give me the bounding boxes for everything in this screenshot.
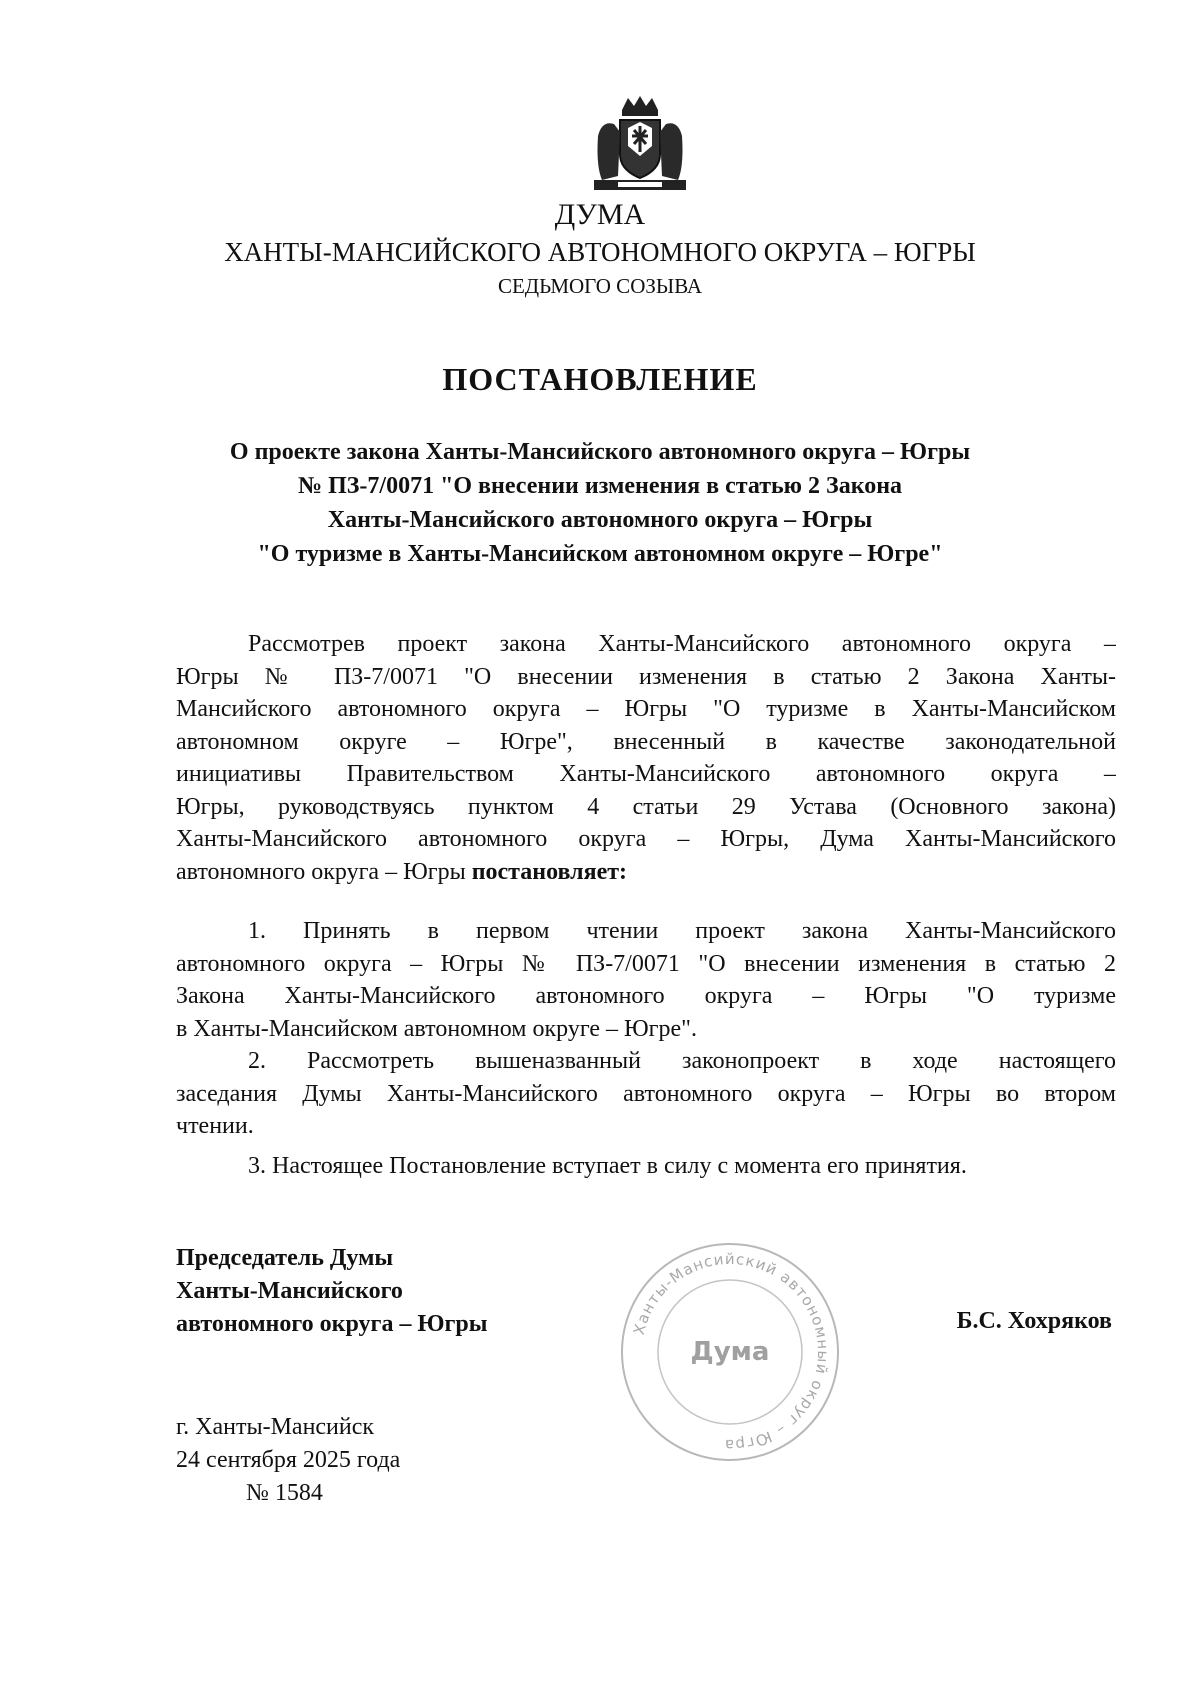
subject-line: "О туризме в Ханты-Мансийском автономном округе – Югре" [257, 541, 943, 567]
item-1-line: автономного округа – Югры № ПЗ-7/0071 "О внесении изменения в статью 2 [176, 950, 1116, 977]
document-type-title: ПОСТАНОВЛЕНИЕ [442, 361, 758, 397]
document-date: 24 сентября 2025 года [176, 1447, 401, 1473]
signatory-title-line: Председатель Думы [176, 1245, 394, 1271]
item-2-line: 2. Рассмотреть вышеназванный законопроект в ходе настоящего [248, 1048, 1116, 1074]
seal-ring-text: Ханты-Мансийский автономный округ – Югра [629, 1249, 833, 1455]
intro-line: Ханты-Мансийского автономного округа – Югры, Дума Ханты-Мансийского [176, 826, 1116, 852]
subject-line: О проекте закона Ханты-Мансийского автономного округа – Югры [229, 439, 971, 465]
signatory-title-line: автономного округа – Югры [176, 1311, 488, 1337]
org-name: ДУМА [554, 198, 646, 231]
resolution-item-3 [176, 1150, 1116, 1183]
subject-line: № ПЗ-7/0071 "О внесении изменения в статью 2 Закона [297, 473, 903, 499]
official-seal [618, 1240, 842, 1464]
place-date-number [176, 1411, 400, 1510]
intro-line-text: автономного округа – Югры [176, 858, 472, 885]
item-1-line: Закона Ханты-Мансийского автономного округа – Югры "О туризме [176, 983, 1116, 1009]
coat-of-arms-icon [588, 96, 692, 196]
resolution-items [176, 915, 1116, 1143]
document-subject [0, 435, 1200, 571]
subject-line: Ханты-Мансийского автономного округа – Югры [327, 507, 873, 533]
item-1-line: в Ханты-Мансийском автономном округе – Югре". [176, 1015, 697, 1042]
seal-center-text: Дума [690, 1337, 770, 1367]
intro-line: Югры, руководствуясь пунктом 4 статьи 29 Устава (Основного закона) [176, 793, 1116, 820]
intro-paragraph [176, 628, 1116, 888]
intro-line: Югры № ПЗ-7/0071 "О внесении изменения в статью 2 Закона Ханты- [176, 663, 1116, 690]
item-2-line: чтении. [176, 1113, 254, 1139]
document-number: № 1584 [246, 1480, 323, 1506]
signatory-name: Б.С. Хохряков [956, 1308, 1112, 1334]
signatory-title [176, 1242, 487, 1341]
org-region: ХАНТЫ-МАНСИЙСКОГО АВТОНОМНОГО ОКРУГА – ЮГРЫ [224, 237, 976, 267]
item-2-line: заседания Думы Ханты-Мансийского автономного округа – Югры во втором [176, 1080, 1116, 1107]
item-3-line: 3. Настоящее Постановление вступает в силу с момента его принятия. [248, 1153, 967, 1179]
intro-line: Мансийского автономного округа – Югры "О туризме в Ханты-Мансийском [176, 696, 1116, 722]
intro-line: автономном округе – Югре", внесенный в качестве законодательной [176, 728, 1116, 755]
intro-line [176, 856, 1116, 889]
intro-line: инициативы Правительством Ханты-Мансийского автономного округа – [176, 761, 1116, 787]
intro-line: Рассмотрев проект закона Ханты-Мансийского автономного округа – [248, 631, 1116, 657]
org-convocation: СЕДЬМОГО СОЗЫВА [497, 274, 703, 298]
signatory-title-line: Ханты-Мансийского [176, 1278, 403, 1304]
resolves-word: постановляет: [471, 858, 628, 885]
item-1-line: 1. Принять в первом чтении проект закона Ханты-Мансийского [248, 918, 1116, 944]
place-city: г. Ханты-Мансийск [176, 1414, 375, 1440]
